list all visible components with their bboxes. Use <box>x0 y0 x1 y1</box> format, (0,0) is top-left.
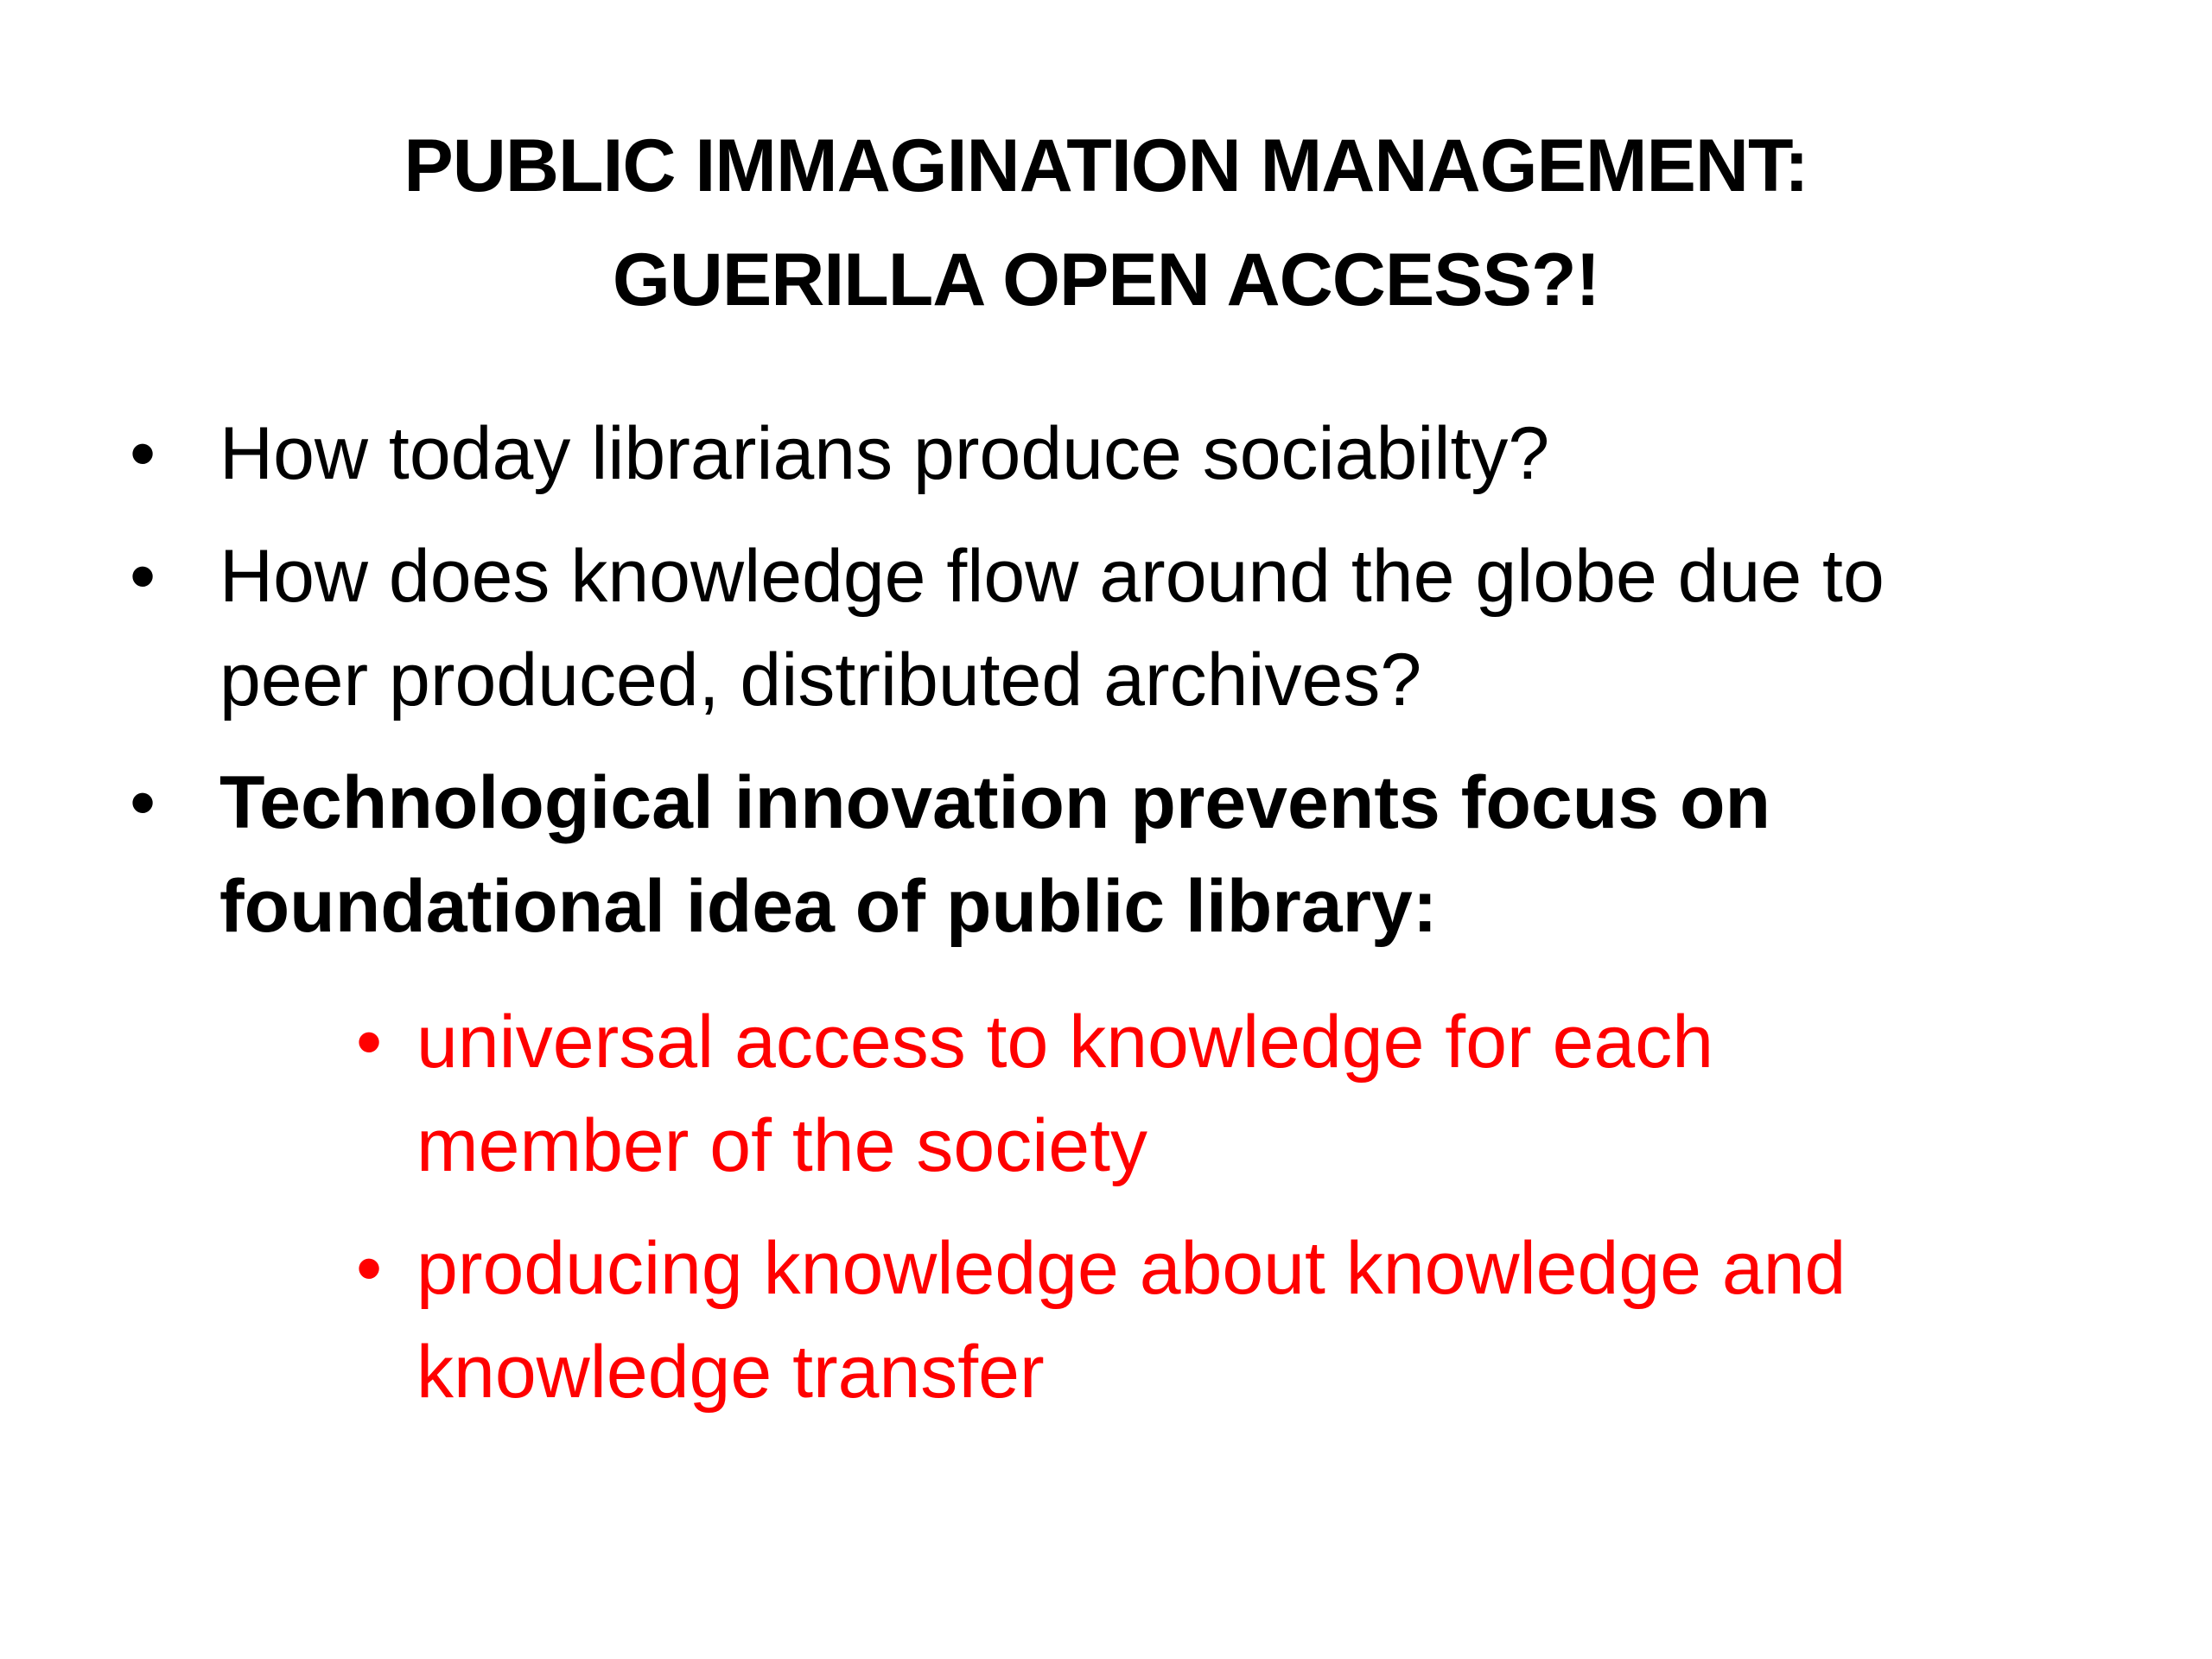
bullet-dot-icon: • <box>130 412 156 495</box>
title-line-2: GUERILLA OPEN ACCESS?! <box>612 238 1600 321</box>
sub-bullet-list <box>356 990 2084 1443</box>
bullet-line: foundational idea of public library: <box>219 865 1438 948</box>
sub-bullet-item-universal-access <box>356 990 2084 1198</box>
bullet-text <box>219 751 2117 958</box>
sub-bullet-text <box>416 990 2084 1198</box>
bullet-item-technological-innovation <box>130 751 2117 958</box>
bullet-line: Technological innovation prevents focus on <box>219 761 1771 844</box>
bullet-item-sociability <box>130 402 2117 505</box>
bullet-item-knowledge-flow <box>130 524 2117 732</box>
bullet-list <box>130 402 2117 977</box>
sub-bullet-dot-icon: • <box>356 1001 383 1084</box>
sub-bullet-line: producing knowledge about knowledge and <box>416 1227 1847 1310</box>
bullet-dot-icon: • <box>130 535 156 618</box>
title-line-1: PUBLIC IMMAGINATION MANAGEMENT: <box>404 124 1808 207</box>
sub-bullet-line: member of the society <box>416 1104 1148 1187</box>
sub-bullet-text <box>416 1217 2084 1424</box>
bullet-line: How does knowledge flow around the globe due to <box>219 535 1885 618</box>
sub-bullet-item-knowledge-transfer <box>356 1217 2084 1424</box>
bullet-text <box>219 524 2117 732</box>
bullet-text <box>219 402 2117 505</box>
sub-bullet-line: knowledge transfer <box>416 1331 1045 1414</box>
sub-bullet-line: universal access to knowledge for each <box>416 1001 1714 1084</box>
slide-title <box>173 109 2039 337</box>
bullet-dot-icon: • <box>130 761 156 844</box>
bullet-line: How today librarians produce sociabilty? <box>219 412 1550 495</box>
bullet-line: peer produced, distributed archives? <box>219 639 1422 721</box>
sub-bullet-dot-icon: • <box>356 1227 383 1310</box>
